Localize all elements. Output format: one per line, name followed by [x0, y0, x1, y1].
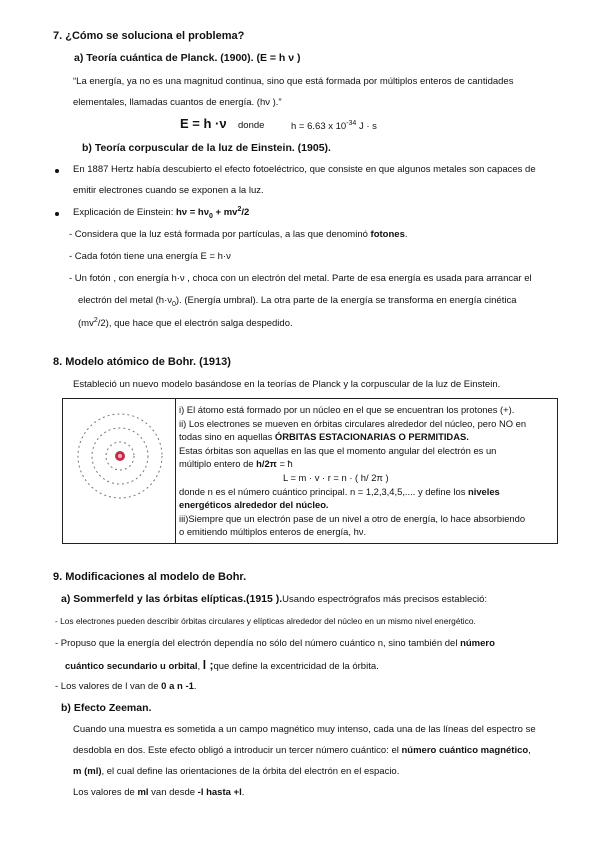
planck-formula: E = h ·ν	[180, 116, 227, 131]
section-9-title: 9. Modificaciones al modelo de Bohr.	[53, 571, 247, 583]
postulate-2-line6: energéticos alrededor del núcleo.	[179, 499, 329, 511]
postulate-2-line3: Estas órbitas son aquellas en las que el momento angular del electrón es un	[179, 444, 497, 456]
einstein-title: b) Teoría corpuscular de la luz de Einstein. (1905).	[82, 142, 331, 154]
bullet-icon	[55, 169, 59, 173]
bohr-table	[62, 398, 558, 544]
zeeman-line4: Los valores de ml van desde -l hasta +l.	[73, 787, 245, 798]
bohr-postulates	[179, 403, 555, 539]
photon-energy-line: - Cada fotón tiene una energía E = h·ν	[69, 251, 231, 262]
photon-line: - Considera que la luz está formada por partículas, a las que denominó fotones.	[69, 229, 408, 240]
hertz-line1: En 1887 Hertz había descubierto el efecto fotoeléctrico, que consiste en que algunos metales son capaces de	[73, 164, 536, 175]
formula-where: donde	[238, 120, 265, 131]
postulate-2-line5: donde n es el número cuántico principal. n = 1,2,3,4,5,.... y define los niveles	[179, 485, 500, 497]
atom-orbits-graphic	[63, 399, 175, 543]
planck-quote-line2: elementales, llamadas cuantos de energía. (hν ).”	[73, 97, 282, 108]
zeeman-line2: desdobla en dos. Este efecto obligó a introducir un tercer número cuántico: el número cuántico magnético,	[73, 745, 531, 756]
collision-line2: electrón del metal $(h\cdot\nu_0)$. (Energía umbral). La otra parte de la energía se transforma en energía cinética	[78, 295, 517, 308]
sommerfeld-energy-line1: - Propuso que la energía del electrón dependía no sólo del número cuántico n, sino también del número	[55, 638, 495, 649]
bohr-intro: Estableció un nuevo modelo basándose en la teorías de Planck y la corpuscular de la luz de Einstein.	[73, 379, 501, 390]
zeeman-title: b) Efecto Zeeman.	[61, 702, 152, 714]
sommerfeld-orbits: - Los electrones pueden describir órbitas circulares y elípticas alrededor del núcleo en un mismo nivel energético.	[55, 616, 476, 626]
planck-quote-line1: “La energía, ya no es una magnitud continua, sino que está formada por múltiplos enteros de cantidades	[73, 76, 514, 87]
planck-title: a) Teoría cuántica de Planck. (1900). (E = h ν )	[74, 52, 301, 64]
bullet-icon	[55, 212, 59, 216]
collision-line1: - Un fotón , con energía h·ν , choca con un electrón del metal. Parte de esa energía es usada para arrancar el	[69, 273, 532, 284]
postulate-1: i) El átomo está formado por un núcleo en el que se encuentran los protones (+).	[179, 404, 515, 415]
postulate-3-line1: iii)Siempre que un electrón pase de un nivel a otro de energía, lo hace absorbiendo	[179, 512, 526, 524]
hertz-line2: emitir electrones cuando se exponen a la luz.	[73, 185, 264, 196]
postulate-2-line1: ii) Los electrones se mueven en órbitas circulares alrededor del núcleo, pero NO en	[179, 417, 527, 429]
postulate-2-line4: múltiplo entero de h/2π = ħ	[179, 458, 293, 470]
einstein-explanation: Explicación de Einstein: $h\nu = h\nu_0 + mv^2/2$	[73, 206, 250, 221]
bohr-atom-diagram	[63, 399, 176, 543]
collision-line3: $(mv^2/2)$, que hace que el electrón salga despedido.	[78, 317, 293, 330]
postulate-3-line2: o emitiendo múltiplos enteros de energía, hν.	[179, 526, 367, 538]
sommerfeld-energy-line2: cuántico secundario u orbital, l ;que define la excentricidad de la órbita.	[65, 658, 379, 672]
sommerfeld-line: a) Sommerfeld y las órbitas elípticas.(1915 ).Usando espectrógrafos más precisos estableció:	[61, 593, 488, 605]
postulate-2-line2: todas sino en aquellas ÓRBITAS ESTACIONARIAS O PERMITIDAS.	[179, 431, 469, 443]
zeeman-line1: Cuando una muestra es sometida a un campo magnético muy intenso, cada una de las líneas del espectro se	[73, 724, 536, 735]
zeeman-line3: m (ml), el cual define las orientaciones de la órbita del electrón en el espacio.	[73, 766, 400, 777]
section-7-title: 7. ¿Cómo se soluciona el problema?	[53, 30, 245, 42]
l-values-line: - Los valores de l van de 0 a n -1.	[55, 681, 197, 692]
angular-momentum-formula: L = m · v · r = n · ( h/ 2π )	[283, 471, 389, 483]
section-8-title: 8. Modelo atómico de Bohr. (1913)	[53, 356, 231, 368]
planck-constant: h = 6.63 x $10^{-34}$ J · s	[291, 120, 377, 133]
